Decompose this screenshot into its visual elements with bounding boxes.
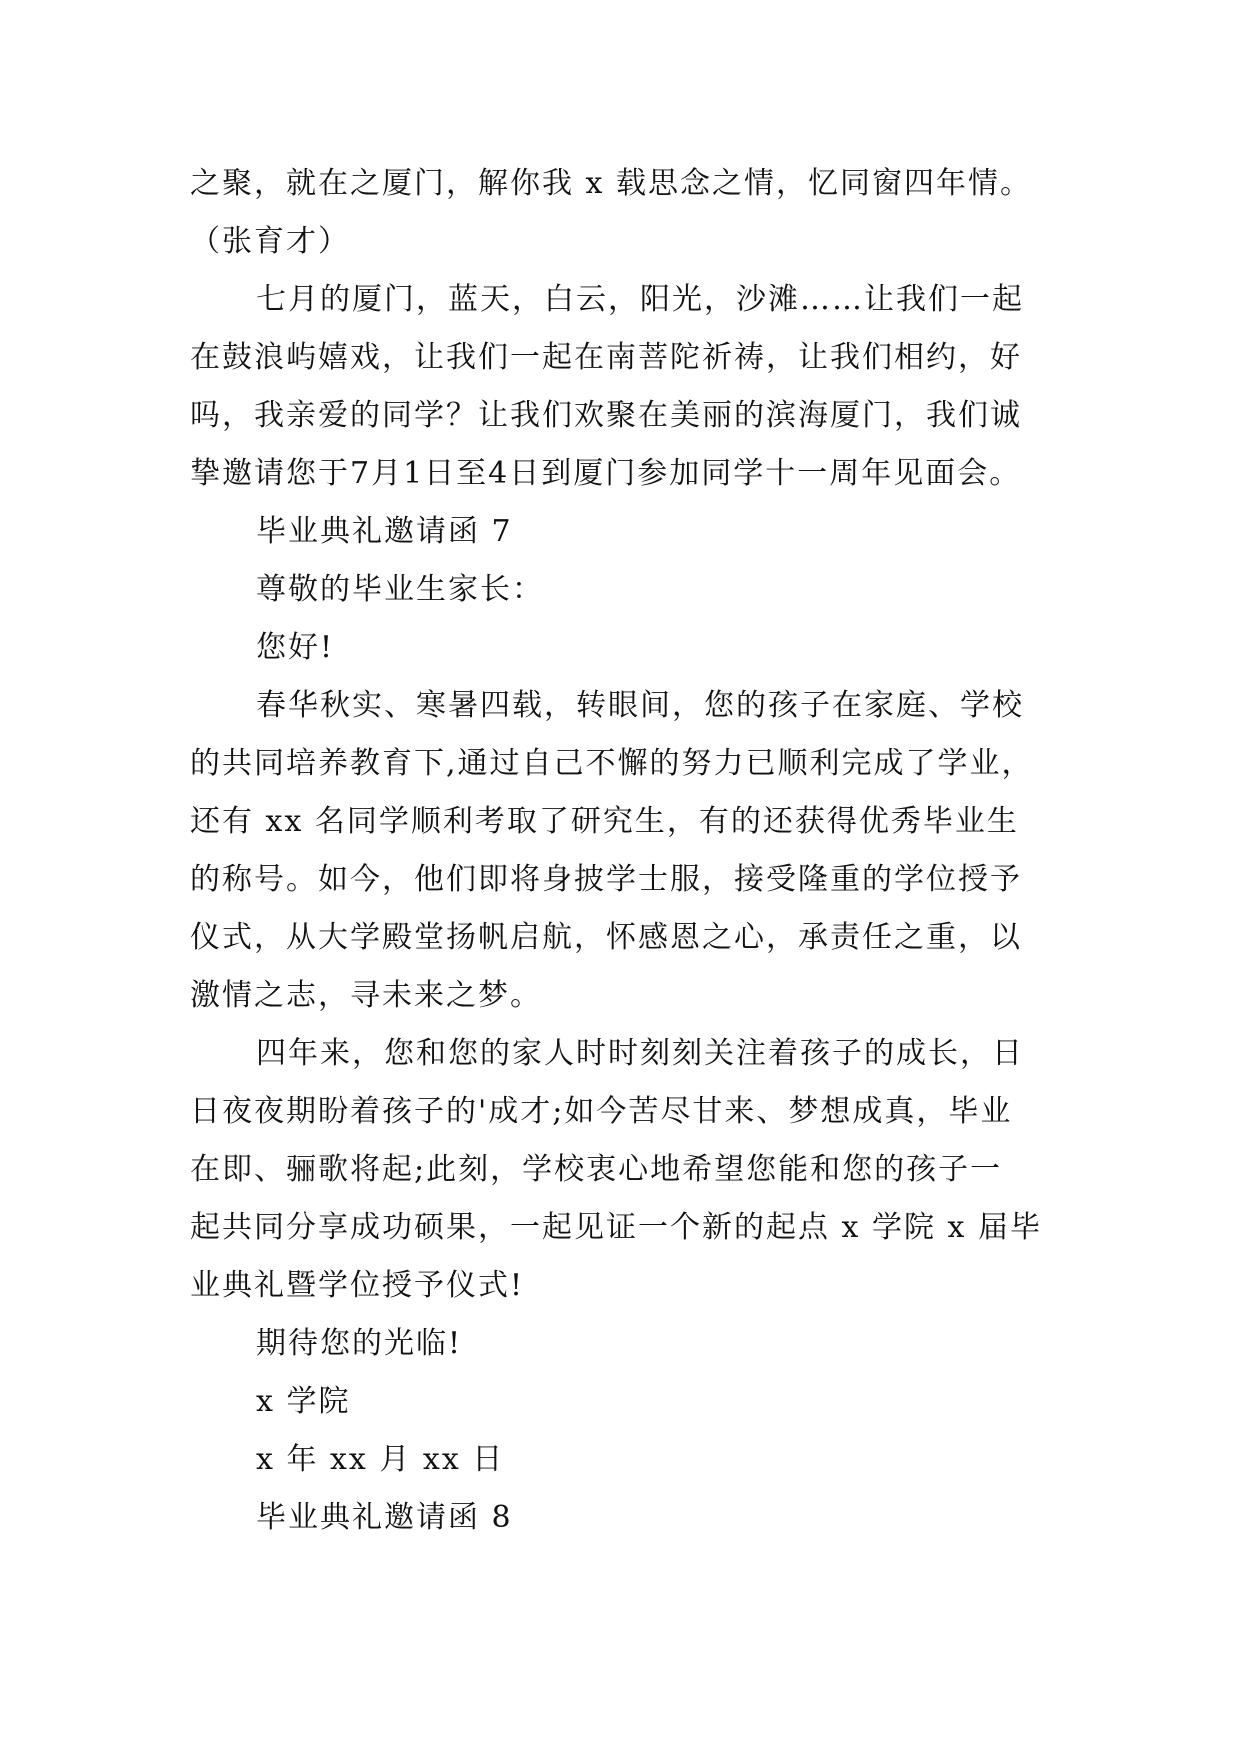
- greeting: 您好!: [256, 630, 335, 665]
- paragraph-ceremony-invite: [190, 1025, 1052, 1315]
- paragraph-xiamen-invitation: [190, 271, 1052, 503]
- text-line: 之聚，就在之厦门，解你我 x 载思念之情，忆同窗四年情。: [190, 166, 1032, 201]
- text-line: 春华秋实、寒暑四载，转眼间，您的孩子在家庭、学校: [256, 688, 1024, 723]
- document-body: [190, 155, 1052, 1547]
- signature-date: x 年 xx 月 xx 日: [256, 1442, 505, 1477]
- section-heading-7: 毕业典礼邀请函 7: [256, 514, 513, 549]
- text-line: 四年来，您和您的家人时时刻刻关注着孩子的成长，日: [256, 1036, 1024, 1071]
- text-line: 还有 xx 名同学顺利考取了研究生，有的还获得优秀毕业生: [190, 804, 1019, 839]
- text-line: 在即、骊歌将起;此刻，学校衷心地希望您能和您的孩子一: [190, 1152, 1003, 1187]
- section-heading-8: 毕业典礼邀请函 8: [256, 1500, 513, 1535]
- paragraph-reunion-ending: [190, 155, 1052, 271]
- text-line: 的称号。如今，他们即将身披学士服，接受隆重的学位授予: [190, 862, 1022, 897]
- text-line: 在鼓浪屿嬉戏，让我们一起在南菩陀祈祷，让我们相约，好: [190, 340, 1022, 375]
- text-line: 业典礼暨学位授予仪式!: [190, 1268, 525, 1303]
- closing-line: 期待您的光临!: [256, 1326, 463, 1361]
- signature-organization: x 学院: [256, 1384, 351, 1419]
- text-line: 的共同培养教育下,通过自己不懈的努力已顺利完成了学业，: [190, 746, 1034, 781]
- salutation: 尊敬的毕业生家长：: [256, 572, 544, 607]
- author-name: （张育才）: [190, 224, 350, 259]
- text-line: 挚邀请您于7月1日至4日到厦门参加同学十一周年见面会。: [190, 456, 1022, 491]
- text-line: 吗，我亲爱的同学？让我们欢聚在美丽的滨海厦门，我们诚: [190, 398, 1022, 433]
- paragraph-graduation-intro: [190, 677, 1052, 1025]
- text-line: 激情之志，寻未来之梦。: [190, 978, 542, 1013]
- text-line: 起共同分享成功硕果，一起见证一个新的起点 x 学院 x 届毕: [190, 1210, 1042, 1245]
- text-line: 日夜夜期盼着孩子的'成才;如今苦尽甘来、梦想成真，毕业: [190, 1094, 1013, 1129]
- text-line: 七月的厦门，蓝天，白云，阳光，沙滩……让我们一起: [256, 282, 1024, 317]
- text-line: 仪式，从大学殿堂扬帆启航，怀感恩之心，承责任之重，以: [190, 920, 1022, 955]
